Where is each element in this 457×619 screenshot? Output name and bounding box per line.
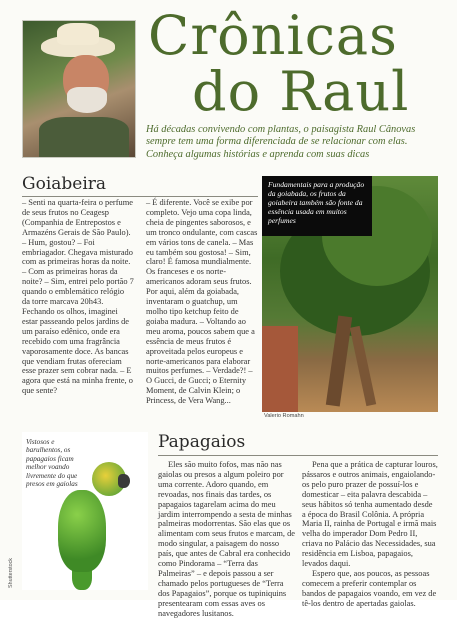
parrot-beak-shape <box>118 474 130 488</box>
house-wall-shape <box>262 326 298 412</box>
tree-trunk-shape-2 <box>350 326 376 406</box>
tree-photo-caption: Fundamentais para a produção da goiabada, os frutos da goiabeira também são fonte da essência usada em muitos perfumes <box>262 176 372 236</box>
parrot-photo-credit: Shutterstock <box>8 558 14 588</box>
hat-crown-shape <box>57 23 99 45</box>
page-title <box>148 4 448 123</box>
title-line-1: Crônicas <box>148 4 398 67</box>
papagaios-column-1 <box>158 460 296 619</box>
intro-text: Há décadas convivendo com plantas, o paisagista Raul Cânovas sempre tem uma forma diferenciada de se relacionar com elas. Conheça algumas histórias e aprenda com suas dicas <box>146 124 416 160</box>
tree-photo-credit: Valerio Romahn <box>264 413 304 419</box>
beard-shape <box>67 87 107 113</box>
parrot-photo-caption: Vistosos e barulhentos, os papagaios ficam melhor voando livremente do que presos em gaiolas <box>26 438 78 489</box>
parrot-body-shape <box>58 490 106 572</box>
section-divider-2 <box>158 455 438 456</box>
goiabeira-text-1: – Senti na quarta-feira o perfume de seus frutos no Ceagesp (Companhia de Entrepostos e Armazéns Gerais de São Paulo). – Hum, gostou? – Foi embriagador. Chegava misturado com as primeiras horas da noite. – Com as primeiras horas da noite? – Sim, entrei pelo portão 7 quando o emblemático relógio da torre marcava 20h43. Fechando os olhos, imaginei estar passeando pelos jardins de um paraíso edênico, onde era recebido com uma fragrância vaporosamente doce. As bancas que vendiam frutas ofereciam esse prazer sem cobrar nada. – E agora que está na minha frente, o que sente? <box>22 198 134 396</box>
title-line-2: do Raul <box>192 60 410 123</box>
section-divider <box>22 196 258 197</box>
shirt-shape <box>39 117 129 158</box>
author-portrait-photo <box>22 20 136 158</box>
goiabeira-column-2 <box>146 198 258 406</box>
papagaios-text-2b: Espero que, aos poucos, as pessoas comecem a preferir contemplar os bandos de papagaios voando, em vez de tê-los dentro de apertadas gaiolas. <box>302 568 437 608</box>
papagaios-heading: Papagaios <box>158 432 246 452</box>
goiabeira-column-1 <box>22 198 134 396</box>
goiabeira-text-2: – É diferente. Você se exibe por completo. Vejo uma copa linda, cheia de pingentes saborosos, e um tronco ondulante, com cascas em vários tons de canela. – Mas eu também sou gostosa! – Sim, claro! É famosa mundialmente. Os franceses e os norte-americanos adoram seus frutos. Por aqui, além da goiabada, inventaram o guatchup, um molho tipo ketchup feito de goiaba madura. – Voltando ao meu aroma, poucos sabem que a essência de meus frutos é aproveitada pelos europeus e norte-americanos para elaborar muitos perfumes. – Verdade?! – O Gucci, de Gucci; o Eternity Moment, de Calvin Klein; o Princess, de Vera Wang... <box>146 198 258 406</box>
papagaios-text-1: Eles são muito fofos, mas não nas gaiolas ou presos a algum poleiro por uma corrente. Adoro quando, em revoadas, nos finais das tardes, os papagaios tagarelam acima do meu jardim interrompendo a sesta de minhas palmeiras modorrentas. São elas que os alimentam com seus frutos e marcam, de modo singular, a paisagem do nosso país, que antes de Cabral era conhecido como Pindorama – “Terra das Palmeiras” – e depois passou a ser chamado pelos portugueses de “Terra dos Papagaios”, porque os tupiniquins presentearam com essas aves os navegadores lusitanos. <box>158 460 295 618</box>
goiabeira-heading: Goiabeira <box>22 174 107 194</box>
papagaios-column-2 <box>302 460 438 609</box>
papagaios-text-2a: Pena que a prática de capturar louros, pássaros e outros animais, engaiolando-os pelo puro prazer de possuí-los e domesticar – eita palavra descabida – seus hábitos só tenha aumentado desde a época do Brasil Colônia. A própria Maria II, rainha de Portugal e irmã mais velha do imperador Dom Pedro II, criava no Palácio das Necessidades, sua residência em Lisboa, papagaios, levados daqui. <box>302 460 438 569</box>
